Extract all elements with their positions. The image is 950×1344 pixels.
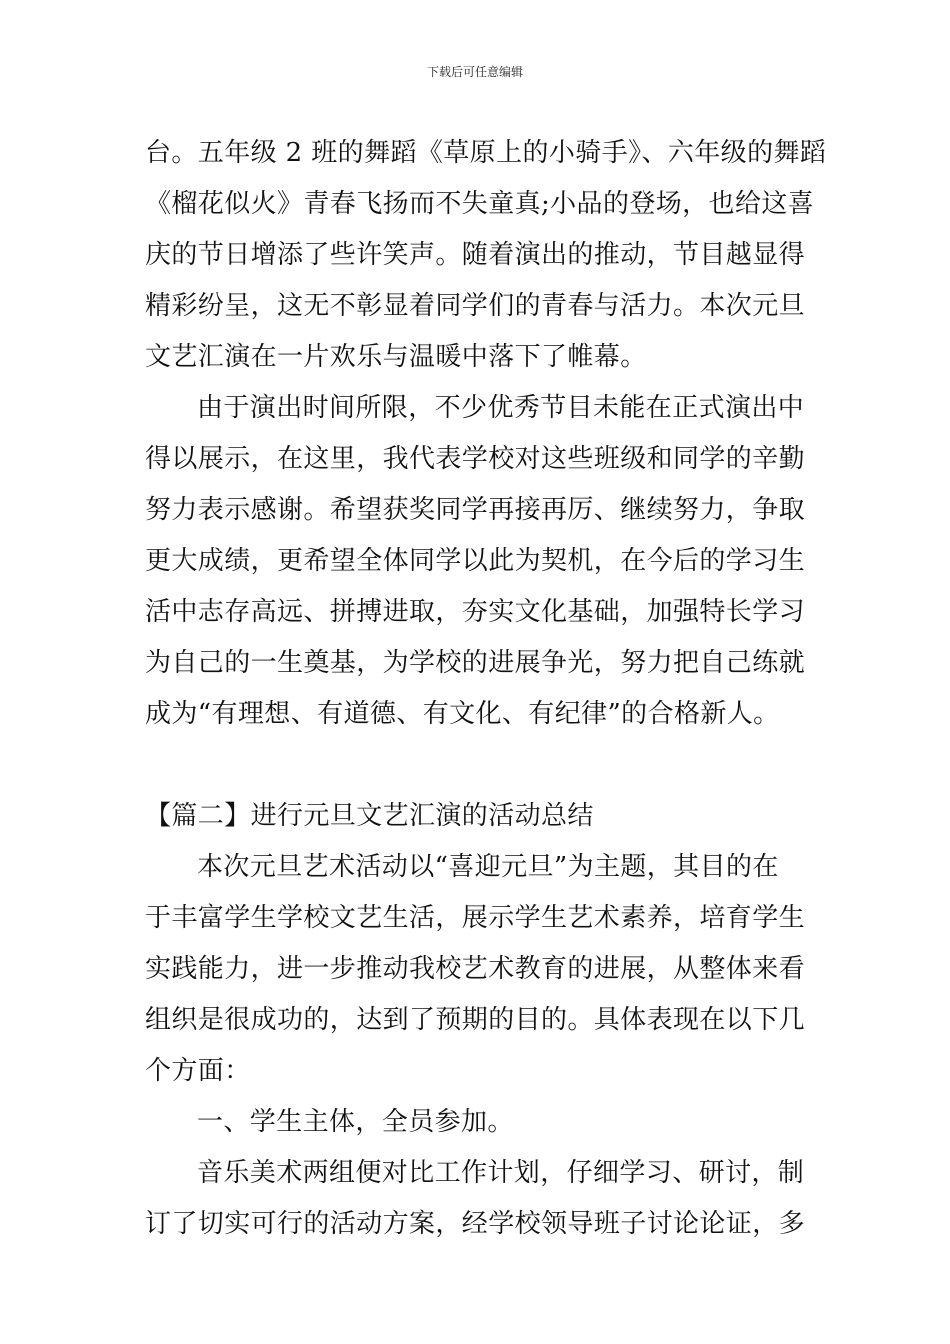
text-line: 精彩纷呈，这无不彰显着同学们的青春与活力。本次元旦: [145, 291, 806, 321]
document-body: [145, 128, 827, 1250]
text-line: 台。五年级 2 班的舞蹈《草原上的小骑手》、六年级的舞蹈: [145, 138, 827, 168]
text-line: 于丰富学生学校文艺生活，展示学生艺术素养，培育学生: [145, 903, 806, 933]
text-line: 本次元旦艺术活动以“喜迎元旦”为主题，其目的在: [197, 852, 779, 882]
text-line: 庆的节日增添了些许笑声。随着演出的推动，节目越显得: [145, 240, 806, 270]
text-line: 音乐美术两组便对比工作计划，仔细学习、研讨，制: [197, 1158, 805, 1188]
text-line: 文艺汇演在一片欢乐与温暖中落下了帷幕。: [145, 342, 647, 372]
section-heading: 【篇二】进行元旦文艺汇演的活动总结: [145, 801, 594, 831]
text-line: 实践能力，进一步推动我校艺术教育的进展，从整体来看: [145, 954, 806, 984]
paragraph-planning: [145, 1148, 811, 1250]
text-line: 更大成绩，更希望全体同学以此为契机，在今后的学习生: [145, 546, 806, 576]
text-line: 个方面：: [145, 1056, 251, 1086]
text-line: 为自己的一生奠基，为学校的进展争光，努力把自己练就: [145, 648, 806, 678]
blank-line: [145, 740, 811, 791]
text-line: 订了切实可行的活动方案，经学校领导班子讨论论证，多: [145, 1209, 806, 1239]
text-line: 组织是很成功的，达到了预期的目的。具体表现在以下几: [145, 1005, 806, 1035]
page-header: 下载后可任意编辑: [426, 65, 523, 79]
paragraph-performance-summary: [145, 128, 827, 383]
text-line: 努力表示感谢。希望获奖同学再接再厉、继续努力，争取: [145, 495, 806, 525]
text-line: 得以展示，在这里，我代表学校对这些班级和同学的辛勤: [145, 444, 806, 474]
text-line: 由于演出时间所限，不少优秀节目未能在正式演出中: [197, 393, 805, 423]
subheading-point-one: 一、学生主体，全员参加。: [197, 1107, 514, 1137]
paragraph-thanks: [145, 383, 811, 740]
paragraph-activity-overview: [145, 842, 811, 1097]
text-line: 活中志存高远、拼搏进取，夯实文化基础，加强特长学习: [145, 597, 806, 627]
text-line: 《榴花似火》青春飞扬而不失童真;小品的登场，也给这喜: [145, 189, 815, 219]
text-line: 成为“有理想、有道德、有文化、有纪律”的合格新人。: [145, 699, 780, 729]
